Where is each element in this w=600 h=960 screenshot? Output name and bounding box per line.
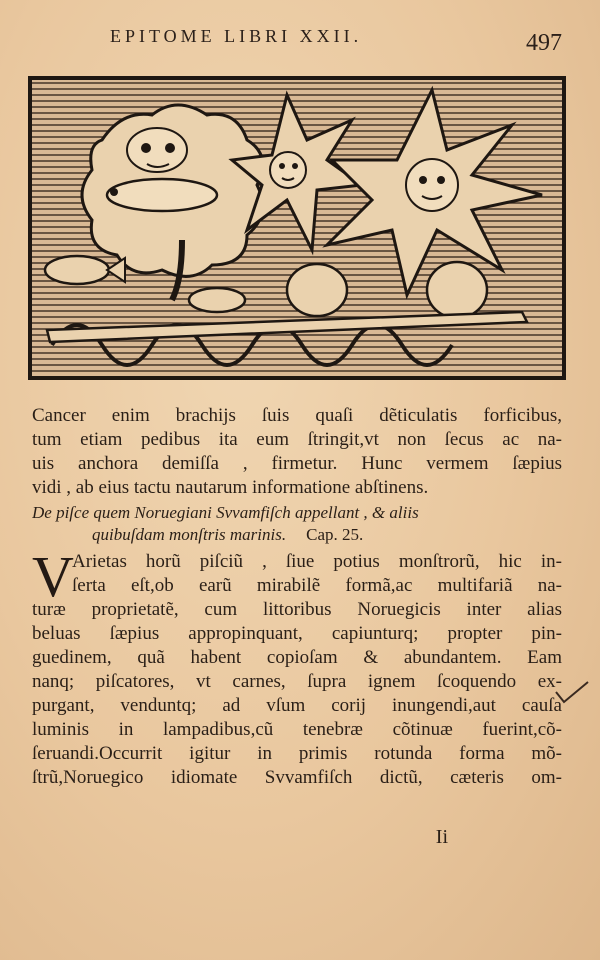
text-line: luminis in lampadibus,cũ tenebræ cõtinuæ fuerint,cõ- <box>32 719 562 740</box>
text-line: uis anchora demiſſa , firmetur. Hunc vermem ſæpius <box>32 453 562 474</box>
text-line: turæ proprietatẽ, cum littoribus Noruegicis inter alias <box>32 599 562 620</box>
text-line: Arietas horũ piſciũ , ſiue potius monſtrorũ, hic in- <box>72 551 562 572</box>
text-line: ſtrũ,Noruegico idiomate Svvamfiſch dictũ, cæteris om- <box>32 767 562 788</box>
text-line: ſeruandi.Occurrit igitur in primis rotunda forma mõ- <box>32 743 562 764</box>
page-number: 497 <box>526 30 562 56</box>
text-line: nanq; piſcatores, vt carnes, ſupra ignem ſcoquendo ex- <box>32 671 562 692</box>
chapter-heading-line <box>32 524 562 546</box>
woodcut-illustration <box>28 76 566 380</box>
handwritten-check-mark-icon <box>552 672 592 712</box>
text-line: beluas ſæpius appropinquant, capiunturq; propter pin- <box>32 623 562 644</box>
running-title: EPITOME LIBRI XXII. <box>110 26 363 46</box>
drop-cap-letter: V <box>32 544 74 609</box>
text-line: tum etiam pedibus ita eum ſtringit,vt non ſecus ac na- <box>32 429 562 450</box>
text-line: guedinem, quã habent copioſam & abundantem. Eam <box>32 647 562 668</box>
catchword: Ii <box>435 826 448 848</box>
woodcut-sea-monster-scene <box>32 80 562 376</box>
chapter-heading-line: De piſce quem Noruegiani Svvamfiſch appellant , & aliis <box>32 503 419 522</box>
text-line: vidi , ab eius tactu nautarum informatione abſtinens. <box>32 477 429 498</box>
chapter-subtitle: quibuſdam monſtris marinis. <box>92 525 287 544</box>
body-text <box>32 404 562 790</box>
chapter-heading <box>32 502 562 546</box>
text-line: ſerta eſt,ob earũ mirabilẽ formã,ac multifariã na- <box>72 575 562 596</box>
text-line: purgant, venduntq; ad vſum corij inungendi,aut cauſa <box>32 695 562 716</box>
text-line: Cancer enim brachijs ſuis quaſi dẽticulatis forficibus, <box>32 405 562 426</box>
paragraph-with-dropcap <box>32 544 562 790</box>
chapter-number: Cap. 25. <box>306 525 364 544</box>
